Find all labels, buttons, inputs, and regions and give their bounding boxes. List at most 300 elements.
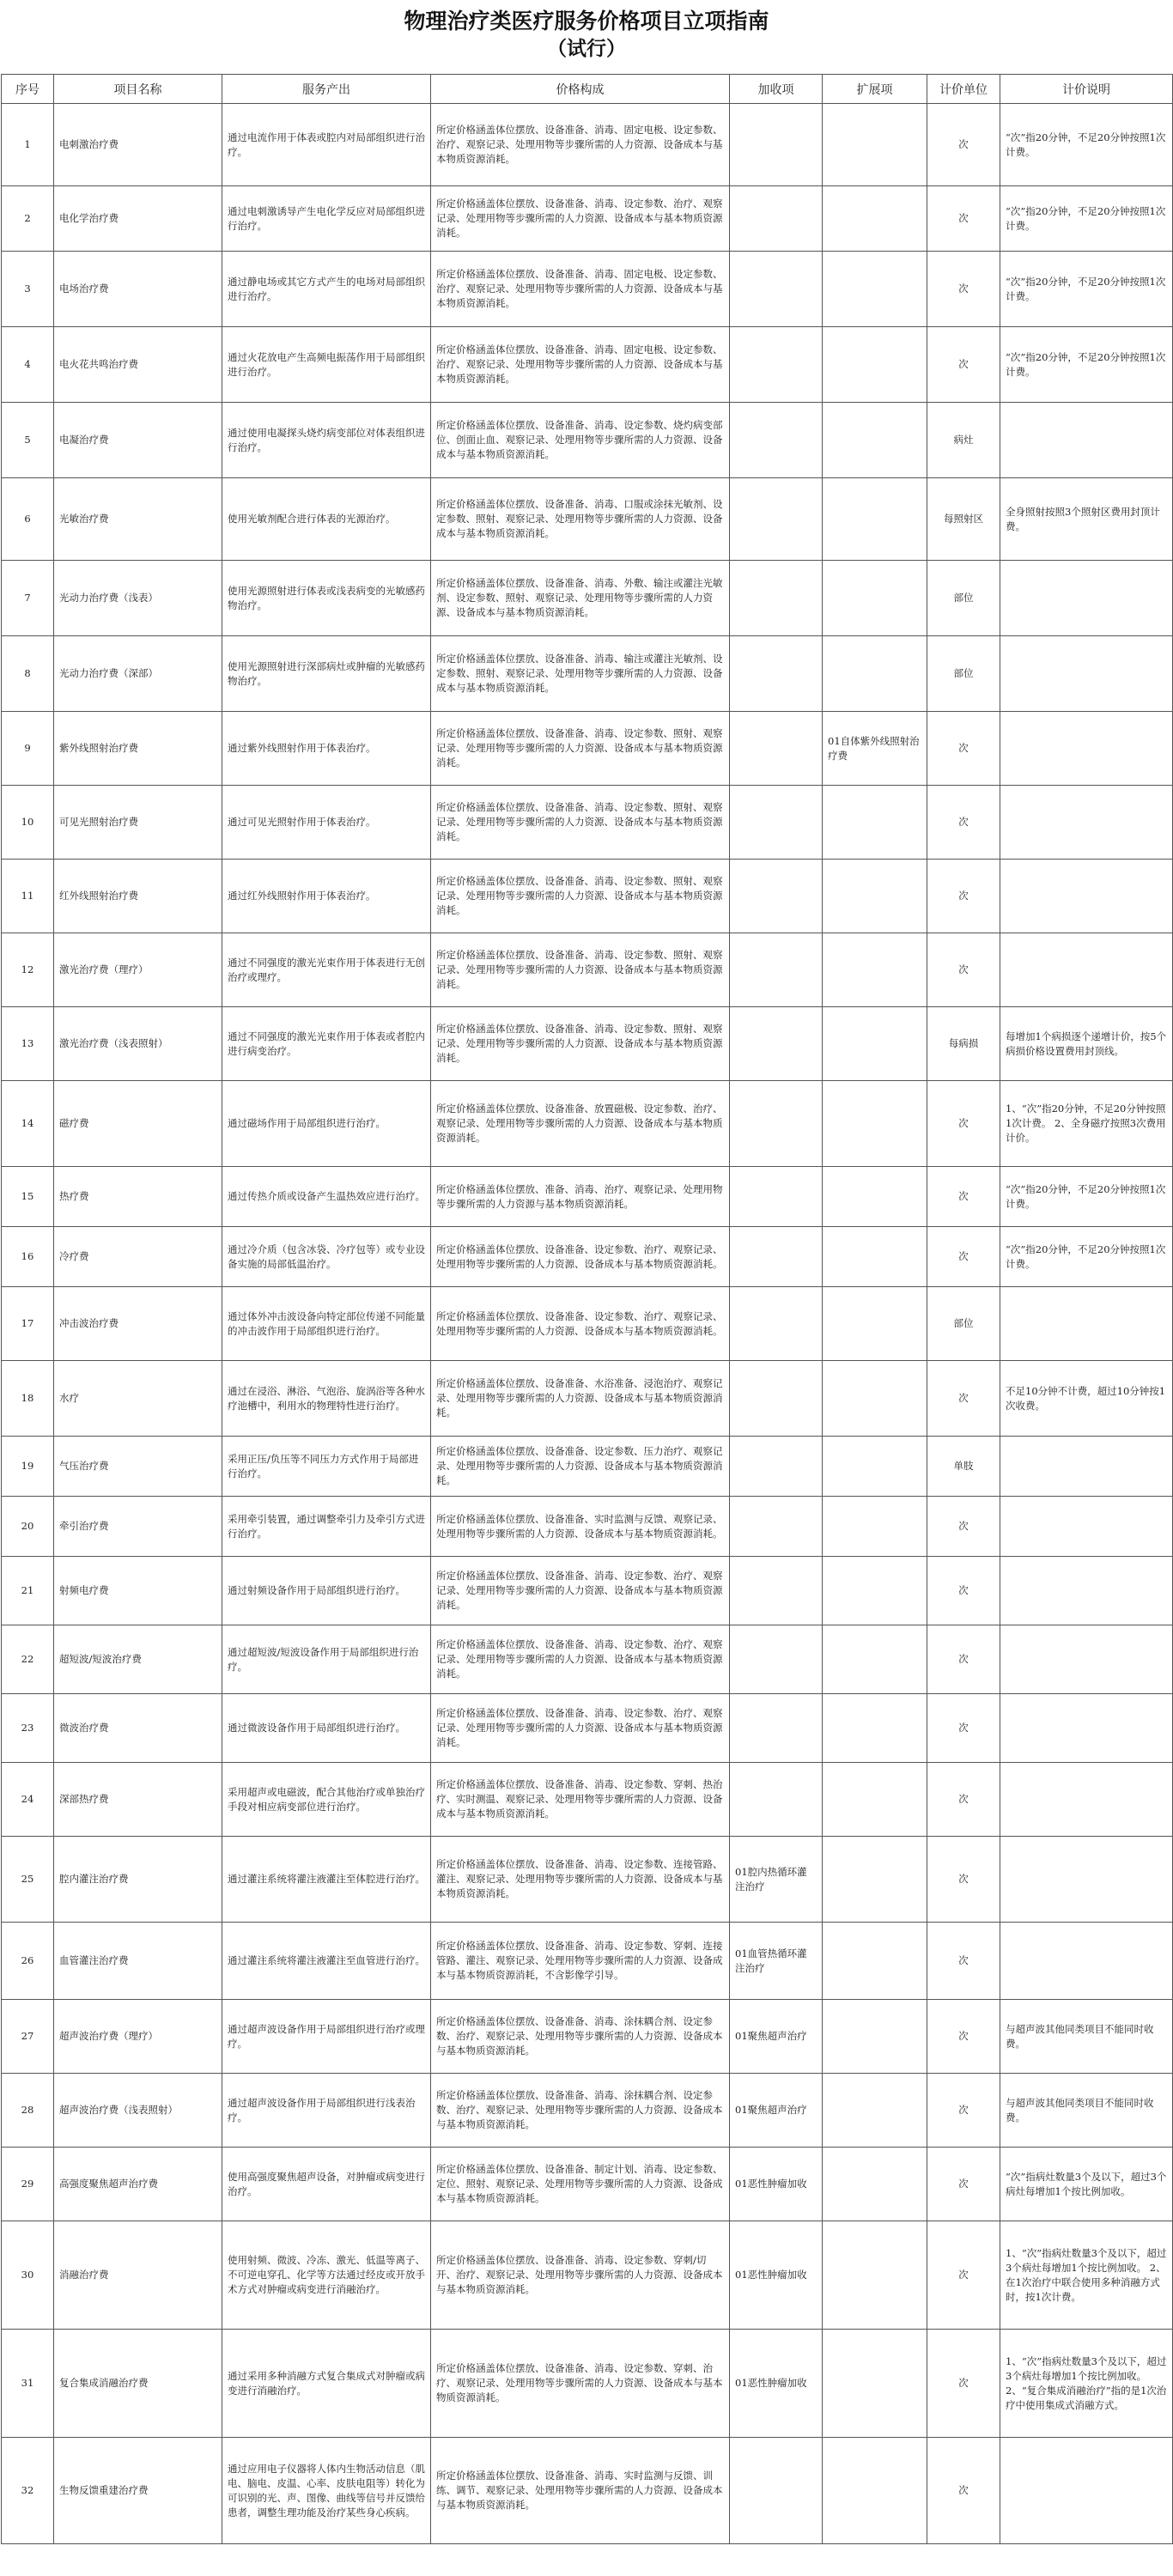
cell-pricing-note: “次”指20分钟，不足20分钟按照1次计费。: [1000, 327, 1173, 403]
cell-unit: 次: [927, 1557, 1000, 1625]
cell-pricing-note: [1000, 561, 1173, 636]
cell-price-composition: 所定价格涵盖体位摆放、设备准备、消毒、设定参数、照射、观察记录、处理用物等步骤所需的人力资源、设备成本与基本物质资源消耗。: [431, 933, 730, 1007]
cell-service-output: 通过可见光照射作用于体表治疗。: [222, 786, 431, 860]
table-row: [2, 104, 1173, 186]
cell-surcharge: [730, 186, 823, 252]
cell-item-name: 激光治疗费（浅表照射）: [54, 1007, 222, 1081]
cell-no: 1: [2, 104, 54, 186]
cell-item-name: 冷疗费: [54, 1227, 222, 1287]
table-row: [2, 1437, 1173, 1497]
table-row: [2, 1287, 1173, 1361]
cell-pricing-note: 全身照射按照3个照射区费用封顶计费。: [1000, 478, 1173, 561]
cell-no: 13: [2, 1007, 54, 1081]
cell-item-name: 超声波治疗费（理疗）: [54, 2000, 222, 2074]
column-header: 计价说明: [1000, 75, 1173, 104]
cell-no: 18: [2, 1361, 54, 1437]
cell-item-name: 光动力治疗费（深部）: [54, 636, 222, 712]
price-items-table: [1, 74, 1173, 2544]
cell-surcharge: [730, 104, 823, 186]
cell-service-output: 通过超声波设备作用于局部组织进行浅表治疗。: [222, 2074, 431, 2148]
cell-item-name: 深部热疗费: [54, 1763, 222, 1837]
table-row: [2, 2148, 1173, 2221]
cell-surcharge: [730, 860, 823, 933]
cell-item-name: 超短波/短波治疗费: [54, 1625, 222, 1694]
table-row: [2, 1694, 1173, 1763]
cell-extension: [823, 2000, 927, 2074]
cell-item-name: 微波治疗费: [54, 1694, 222, 1763]
cell-item-name: 可见光照射治疗费: [54, 786, 222, 860]
cell-service-output: 通过射频设备作用于局部组织进行治疗。: [222, 1557, 431, 1625]
cell-service-output: 通过传热介质或设备产生温热效应进行治疗。: [222, 1167, 431, 1227]
cell-service-output: 通过磁场作用于局部组织进行治疗。: [222, 1081, 431, 1167]
cell-extension: [823, 2330, 927, 2438]
table-row: [2, 1007, 1173, 1081]
cell-price-composition: 所定价格涵盖体位摆放、设备准备、放置磁极、设定参数、治疗、观察记录、处理用物等步骤所需的人力资源、设备成本与基本物质资源消耗。: [431, 1081, 730, 1167]
cell-item-name: 光动力治疗费（浅表）: [54, 561, 222, 636]
cell-no: 2: [2, 186, 54, 252]
cell-service-output: 通过微波设备作用于局部组织进行治疗。: [222, 1694, 431, 1763]
cell-price-composition: 所定价格涵盖体位摆放、设备准备、消毒、设定参数、照射、观察记录、处理用物等步骤所需的人力资源、设备成本与基本物质资源消耗。: [431, 1007, 730, 1081]
cell-price-composition: 所定价格涵盖体位摆放、准备、消毒、治疗、观察记录、处理用物等步骤所需的人力资源与基本物质资源消耗。: [431, 1167, 730, 1227]
cell-price-composition: 所定价格涵盖体位摆放、设备准备、消毒、设定参数、治疗、观察记录、处理用物等步骤所需的人力资源、设备成本与基本物质资源消耗。: [431, 1625, 730, 1694]
cell-unit: 每照射区: [927, 478, 1000, 561]
cell-no: 7: [2, 561, 54, 636]
cell-item-name: 射频电疗费: [54, 1557, 222, 1625]
cell-price-composition: 所定价格涵盖体位摆放、设备准备、消毒、设定参数、照射、观察记录、处理用物等步骤所需的人力资源、设备成本与基本物质资源消耗。: [431, 712, 730, 786]
cell-pricing-note: 1、“次”指病灶数量3个及以下，超过3个病灶每增加1个按比例加收。 2、“复合集成消融治疗”指的是1次治疗中使用集成式消融方式。: [1000, 2330, 1173, 2438]
cell-pricing-note: [1000, 636, 1173, 712]
cell-pricing-note: [1000, 933, 1173, 1007]
table-row: [2, 327, 1173, 403]
cell-item-name: 高强度聚焦超声治疗费: [54, 2148, 222, 2221]
cell-extension: [823, 1557, 927, 1625]
cell-extension: [823, 2221, 927, 2330]
cell-extension: [823, 403, 927, 478]
table-row: [2, 1625, 1173, 1694]
cell-surcharge: [730, 2438, 823, 2544]
cell-unit: 次: [927, 2221, 1000, 2330]
table-row: [2, 933, 1173, 1007]
cell-unit: 次: [927, 2148, 1000, 2221]
cell-item-name: 红外线照射治疗费: [54, 860, 222, 933]
cell-unit: 次: [927, 786, 1000, 860]
cell-extension: [823, 327, 927, 403]
cell-extension: [823, 860, 927, 933]
cell-service-output: 通过静电场或其它方式产生的电场对局部组织进行治疗。: [222, 252, 431, 327]
cell-unit: 次: [927, 2000, 1000, 2074]
cell-pricing-note: [1000, 1837, 1173, 1923]
cell-pricing-note: 1、“次”指20分钟，不足20分钟按照1次计费。 2、全身磁疗按照3次费用计价。: [1000, 1081, 1173, 1167]
table-header-row: [2, 75, 1173, 104]
cell-surcharge: [730, 1497, 823, 1557]
cell-price-composition: 所定价格涵盖体位摆放、设备准备、消毒、固定电极、设定参数、治疗、观察记录、处理用物等步骤所需的人力资源、设备成本与基本物质资源消耗。: [431, 104, 730, 186]
cell-no: 30: [2, 2221, 54, 2330]
cell-extension: [823, 2438, 927, 2544]
cell-service-output: 通过不同强度的激光光束作用于体表进行无创治疗或理疗。: [222, 933, 431, 1007]
cell-price-composition: 所定价格涵盖体位摆放、设备准备、消毒、设定参数、穿刺、治疗、观察记录、处理用物等步骤所需的人力资源、设备成本与基本物质资源消耗。: [431, 2330, 730, 2438]
cell-surcharge: [730, 1287, 823, 1361]
cell-pricing-note: [1000, 1437, 1173, 1497]
cell-extension: [823, 1227, 927, 1287]
cell-price-composition: 所定价格涵盖体位摆放、设备准备、消毒、设定参数、连接管路、灌注、观察记录、处理用物等步骤所需的人力资源、设备成本与基本物质资源消耗。: [431, 1837, 730, 1923]
cell-item-name: 激光治疗费（理疗）: [54, 933, 222, 1007]
cell-item-name: 紫外线照射治疗费: [54, 712, 222, 786]
cell-price-composition: 所定价格涵盖体位摆放、设备准备、消毒、口服或涂抹光敏剂、设定参数、照射、观察记录、处理用物等步骤所需的人力资源、设备成本与基本物质资源消耗。: [431, 478, 730, 561]
cell-surcharge: 01血管热循环灌注治疗: [730, 1923, 823, 2000]
table-row: [2, 561, 1173, 636]
table-row: [2, 1923, 1173, 2000]
cell-extension: 01自体紫外线照射治疗费: [823, 712, 927, 786]
cell-extension: [823, 786, 927, 860]
cell-extension: [823, 252, 927, 327]
cell-service-output: 使用高强度聚焦超声设备，对肿瘤或病变进行治疗。: [222, 2148, 431, 2221]
cell-service-output: 通过火花放电产生高频电振荡作用于局部组织进行治疗。: [222, 327, 431, 403]
table-row: [2, 1361, 1173, 1437]
cell-service-output: 采用正压/负压等不同压力方式作用于局部进行治疗。: [222, 1437, 431, 1497]
cell-pricing-note: 不足10分钟不计费，超过10分钟按1次收费。: [1000, 1361, 1173, 1437]
cell-service-output: 通过体外冲击波设备向特定部位传递不同能量的冲击波作用于局部组织进行治疗。: [222, 1287, 431, 1361]
table-row: [2, 860, 1173, 933]
cell-extension: [823, 2074, 927, 2148]
cell-extension: [823, 1167, 927, 1227]
cell-unit: 次: [927, 2074, 1000, 2148]
cell-surcharge: [730, 1007, 823, 1081]
cell-extension: [823, 1625, 927, 1694]
cell-pricing-note: 与超声波其他同类项目不能同时收费。: [1000, 2000, 1173, 2074]
cell-service-output: 使用光源照射进行体表或浅表病变的光敏感药物治疗。: [222, 561, 431, 636]
cell-price-composition: 所定价格涵盖体位摆放、设备准备、水浴准备、浸泡治疗、观察记录、处理用物等步骤所需的人力资源、设备成本与基本物质资源消耗。: [431, 1361, 730, 1437]
cell-service-output: 通过超声波设备作用于局部组织进行治疗或理疗。: [222, 2000, 431, 2074]
table-row: [2, 1557, 1173, 1625]
cell-no: 26: [2, 1923, 54, 2000]
table-row: [2, 2074, 1173, 2148]
cell-service-output: 通过灌注系统将灌注液灌注至血管进行治疗。: [222, 1923, 431, 2000]
cell-surcharge: 01恶性肿瘤加收: [730, 2148, 823, 2221]
cell-service-output: 通过灌注系统将灌注液灌注至体腔进行治疗。: [222, 1837, 431, 1923]
cell-unit: 病灶: [927, 403, 1000, 478]
column-header: 序号: [2, 75, 54, 104]
cell-pricing-note: “次”指20分钟，不足20分钟按照1次计费。: [1000, 252, 1173, 327]
cell-price-composition: 所定价格涵盖体位摆放、设备准备、消毒、涂抹耦合剂、设定参数、治疗、观察记录、处理用物等步骤所需的人力资源、设备成本与基本物质资源消耗。: [431, 2000, 730, 2074]
cell-pricing-note: 每增加1个病损逐个递增计价，按5个病损价格设置费用封顶线。: [1000, 1007, 1173, 1081]
table-row: [2, 403, 1173, 478]
cell-pricing-note: [1000, 1763, 1173, 1837]
cell-price-composition: 所定价格涵盖体位摆放、设备准备、消毒、设定参数、治疗、观察记录、处理用物等步骤所需的人力资源、设备成本与基本物质资源消耗。: [431, 1694, 730, 1763]
cell-pricing-note: [1000, 1497, 1173, 1557]
cell-extension: [823, 561, 927, 636]
cell-price-composition: 所定价格涵盖体位摆放、设备准备、消毒、固定电极、设定参数、治疗、观察记录、处理用物等步骤所需的人力资源、设备成本与基本物质资源消耗。: [431, 252, 730, 327]
cell-price-composition: 所定价格涵盖体位摆放、设备准备、消毒、设定参数、穿刺、热治疗、实时测温、观察记录、处理用物等步骤所需的人力资源、设备成本与基本物质资源消耗。: [431, 1763, 730, 1837]
cell-service-output: 通过冷介质（包含冰袋、冷疗包等）或专业设备实施的局部低温治疗。: [222, 1227, 431, 1287]
cell-price-composition: 所定价格涵盖体位摆放、设备准备、消毒、设定参数、照射、观察记录、处理用物等步骤所需的人力资源、设备成本与基本物质资源消耗。: [431, 786, 730, 860]
cell-pricing-note: [1000, 1287, 1173, 1361]
cell-unit: 部位: [927, 561, 1000, 636]
cell-no: 17: [2, 1287, 54, 1361]
cell-service-output: 通过不同强度的激光光束作用于体表或者腔内进行病变治疗。: [222, 1007, 431, 1081]
document-subtitle: （试行）: [547, 38, 626, 60]
table-row: [2, 1227, 1173, 1287]
cell-surcharge: [730, 1361, 823, 1437]
cell-pricing-note: [1000, 1694, 1173, 1763]
cell-surcharge: 01恶性肿瘤加收: [730, 2221, 823, 2330]
cell-service-output: 通过紫外线照射作用于体表治疗。: [222, 712, 431, 786]
cell-unit: 次: [927, 1694, 1000, 1763]
cell-surcharge: [730, 1763, 823, 1837]
cell-extension: [823, 1694, 927, 1763]
cell-price-composition: 所定价格涵盖体位摆放、设备准备、消毒、设定参数、穿刺/切开、治疗、观察记录、处理用物等步骤所需的人力资源、设备成本与基本物质资源消耗。: [431, 2221, 730, 2330]
cell-price-composition: 所定价格涵盖体位摆放、设备准备、设定参数、压力治疗、观察记录、处理用物等步骤所需的人力资源、设备成本与基本物质资源消耗。: [431, 1437, 730, 1497]
cell-no: 6: [2, 478, 54, 561]
cell-no: 10: [2, 786, 54, 860]
cell-service-output: 通过超短波/短波设备作用于局部组织进行治疗。: [222, 1625, 431, 1694]
cell-item-name: 超声波治疗费（浅表照射）: [54, 2074, 222, 2148]
cell-extension: [823, 104, 927, 186]
cell-no: 3: [2, 252, 54, 327]
cell-unit: 次: [927, 2438, 1000, 2544]
cell-surcharge: [730, 1227, 823, 1287]
cell-no: 16: [2, 1227, 54, 1287]
cell-service-output: 通过电流作用于体表或腔内对局部组织进行治疗。: [222, 104, 431, 186]
cell-pricing-note: [1000, 712, 1173, 786]
document-title: 物理治疗类医疗服务价格项目立项指南: [404, 9, 769, 33]
cell-service-output: 通过在浸浴、淋浴、气泡浴、旋涡浴等各种水疗池槽中，利用水的物理特性进行治疗。: [222, 1361, 431, 1437]
cell-unit: 次: [927, 1167, 1000, 1227]
column-header: 服务产出: [222, 75, 431, 104]
cell-item-name: 电化学治疗费: [54, 186, 222, 252]
cell-no: 19: [2, 1437, 54, 1497]
cell-price-composition: 所定价格涵盖体位摆放、设备准备、消毒、外敷、输注或灌注光敏剂、设定参数、照射、观察记录、处理用物等步骤所需的人力资源、设备成本与基本物质资源消耗。: [431, 561, 730, 636]
cell-no: 24: [2, 1763, 54, 1837]
cell-no: 12: [2, 933, 54, 1007]
cell-surcharge: [730, 403, 823, 478]
cell-surcharge: [730, 786, 823, 860]
cell-pricing-note: “次”指20分钟，不足20分钟按照1次计费。: [1000, 1167, 1173, 1227]
cell-price-composition: 所定价格涵盖体位摆放、设备准备、消毒、涂抹耦合剂、设定参数、治疗、观察记录、处理用物等步骤所需的人力资源、设备成本与基本物质资源消耗。: [431, 2074, 730, 2148]
cell-surcharge: [730, 1625, 823, 1694]
cell-pricing-note: [1000, 860, 1173, 933]
cell-item-name: 冲击波治疗费: [54, 1287, 222, 1361]
cell-item-name: 气压治疗费: [54, 1437, 222, 1497]
cell-item-name: 血管灌注治疗费: [54, 1923, 222, 2000]
cell-surcharge: [730, 561, 823, 636]
column-header: 加收项: [730, 75, 823, 104]
cell-unit: 部位: [927, 636, 1000, 712]
cell-unit: 次: [927, 860, 1000, 933]
cell-surcharge: [730, 252, 823, 327]
cell-no: 31: [2, 2330, 54, 2438]
cell-item-name: 腔内灌注治疗费: [54, 1837, 222, 1923]
table-row: [2, 2221, 1173, 2330]
cell-extension: [823, 1007, 927, 1081]
cell-item-name: 电火花共鸣治疗费: [54, 327, 222, 403]
cell-no: 8: [2, 636, 54, 712]
cell-pricing-note: “次”指20分钟，不足20分钟按照1次计费。: [1000, 186, 1173, 252]
cell-service-output: 通过采用多种消融方式复合集成式对肿瘤或病变进行消融治疗。: [222, 2330, 431, 2438]
table-row: [2, 1081, 1173, 1167]
cell-extension: [823, 1497, 927, 1557]
cell-no: 27: [2, 2000, 54, 2074]
cell-extension: [823, 2148, 927, 2221]
cell-unit: 次: [927, 1361, 1000, 1437]
cell-item-name: 消融治疗费: [54, 2221, 222, 2330]
table-row: [2, 786, 1173, 860]
cell-surcharge: [730, 1557, 823, 1625]
cell-unit: 次: [927, 1227, 1000, 1287]
table-row: [2, 252, 1173, 327]
cell-no: 9: [2, 712, 54, 786]
cell-unit: 次: [927, 186, 1000, 252]
cell-pricing-note: “次”指20分钟，不足20分钟按照1次计费。: [1000, 104, 1173, 186]
cell-no: 32: [2, 2438, 54, 2544]
cell-surcharge: 01腔内热循环灌注治疗: [730, 1837, 823, 1923]
cell-no: 25: [2, 1837, 54, 1923]
cell-unit: 次: [927, 1763, 1000, 1837]
cell-no: 29: [2, 2148, 54, 2221]
cell-no: 11: [2, 860, 54, 933]
column-header: 项目名称: [54, 75, 222, 104]
cell-surcharge: [730, 478, 823, 561]
cell-surcharge: [730, 1081, 823, 1167]
cell-unit: 次: [927, 327, 1000, 403]
cell-extension: [823, 186, 927, 252]
cell-price-composition: 所定价格涵盖体位摆放、设备准备、设定参数、治疗、观察记录、处理用物等步骤所需的人力资源、设备成本与基本物质资源消耗。: [431, 1287, 730, 1361]
table-row: [2, 1497, 1173, 1557]
table-row: [2, 1763, 1173, 1837]
cell-price-composition: 所定价格涵盖体位摆放、设备准备、消毒、设定参数、照射、观察记录、处理用物等步骤所需的人力资源、设备成本与基本物质资源消耗。: [431, 860, 730, 933]
table-row: [2, 1837, 1173, 1923]
table-row: [2, 712, 1173, 786]
table-row: [2, 1167, 1173, 1227]
column-header: 扩展项: [823, 75, 927, 104]
cell-pricing-note: “次”指病灶数量3个及以下，超过3个病灶每增加1个按比例加收。: [1000, 2148, 1173, 2221]
cell-service-output: 通过电刺激诱导产生电化学反应对局部组织进行治疗。: [222, 186, 431, 252]
cell-unit: 单肢: [927, 1437, 1000, 1497]
cell-extension: [823, 478, 927, 561]
table-row: [2, 2330, 1173, 2438]
cell-unit: 次: [927, 104, 1000, 186]
cell-unit: 次: [927, 1625, 1000, 1694]
cell-extension: [823, 1763, 927, 1837]
cell-service-output: 使用射频、微波、冷冻、激光、低温等离子、不可逆电穿孔、化学等方法通过经皮或开放手术方式对肿瘤或病变进行消融治疗。: [222, 2221, 431, 2330]
cell-price-composition: 所定价格涵盖体位摆放、设备准备、消毒、实时监测与反馈、训练、调节、观察记录、处理用物等步骤所需的人力资源、设备成本与基本物质资源消耗。: [431, 2438, 730, 2544]
cell-service-output: 使用光敏剂配合进行体表的光源治疗。: [222, 478, 431, 561]
cell-pricing-note: [1000, 786, 1173, 860]
cell-service-output: 通过红外线照射作用于体表治疗。: [222, 860, 431, 933]
table-row: [2, 636, 1173, 712]
column-header: 计价单位: [927, 75, 1000, 104]
cell-extension: [823, 636, 927, 712]
cell-item-name: 水疗: [54, 1361, 222, 1437]
cell-price-composition: 所定价格涵盖体位摆放、设备准备、消毒、输注或灌注光敏剂、设定参数、照射、观察记录、处理用物等步骤所需的人力资源、设备成本与基本物质资源消耗。: [431, 636, 730, 712]
cell-surcharge: [730, 327, 823, 403]
cell-extension: [823, 1923, 927, 2000]
cell-price-composition: 所定价格涵盖体位摆放、设备准备、实时监测与反馈、观察记录、处理用物等步骤所需的人力资源、设备成本与基本物质资源消耗。: [431, 1497, 730, 1557]
cell-price-composition: 所定价格涵盖体位摆放、设备准备、制定计划、消毒、设定参数、定位、照射、观察记录、处理用物等步骤所需的人力资源、设备成本与基本物质资源消耗。: [431, 2148, 730, 2221]
cell-item-name: 生物反馈重建治疗费: [54, 2438, 222, 2544]
cell-item-name: 电凝治疗费: [54, 403, 222, 478]
cell-unit: 次: [927, 1923, 1000, 2000]
cell-service-output: 通过应用电子仪器将人体内生物活动信息（肌电、脑电、皮温、心率、皮肤电阻等）转化为可识别的光、声、图像、曲线等信号并反馈给患者，调整生理功能及治疗某些身心疾病。: [222, 2438, 431, 2544]
table-row: [2, 186, 1173, 252]
cell-surcharge: [730, 636, 823, 712]
cell-surcharge: [730, 1694, 823, 1763]
cell-pricing-note: [1000, 2438, 1173, 2544]
cell-item-name: 磁疗费: [54, 1081, 222, 1167]
cell-surcharge: [730, 933, 823, 1007]
cell-extension: [823, 1081, 927, 1167]
cell-extension: [823, 1837, 927, 1923]
cell-item-name: 热疗费: [54, 1167, 222, 1227]
cell-no: 15: [2, 1167, 54, 1227]
table-row: [2, 478, 1173, 561]
cell-service-output: 通过使用电凝探头烧灼病变部位对体表组织进行治疗。: [222, 403, 431, 478]
cell-pricing-note: 1、“次”指病灶数量3个及以下，超过3个病灶每增加1个按比例加收。 2、在1次治疗中联合使用多种消融方式时，按1次计费。: [1000, 2221, 1173, 2330]
cell-price-composition: 所定价格涵盖体位摆放、设备准备、消毒、设定参数、治疗、观察记录、处理用物等步骤所需的人力资源、设备成本与基本物质资源消耗。: [431, 186, 730, 252]
cell-extension: [823, 933, 927, 1007]
cell-price-composition: 所定价格涵盖体位摆放、设备准备、消毒、设定参数、治疗、观察记录、处理用物等步骤所需的人力资源、设备成本与基本物质资源消耗。: [431, 1557, 730, 1625]
cell-unit: 次: [927, 933, 1000, 1007]
cell-extension: [823, 1437, 927, 1497]
cell-surcharge: 01聚焦超声治疗: [730, 2000, 823, 2074]
cell-unit: 次: [927, 2330, 1000, 2438]
cell-price-composition: 所定价格涵盖体位摆放、设备准备、消毒、设定参数、穿刺、连接管路、灌注、观察记录、处理用物等步骤所需的人力资源、设备成本与基本物质资源消耗，不含影像学引导。: [431, 1923, 730, 2000]
cell-service-output: 采用超声或电磁波，配合其他治疗或单独治疗手段对相应病变部位进行治疗。: [222, 1763, 431, 1837]
cell-no: 20: [2, 1497, 54, 1557]
cell-item-name: 电场治疗费: [54, 252, 222, 327]
cell-extension: [823, 1287, 927, 1361]
cell-unit: 每病损: [927, 1007, 1000, 1081]
cell-pricing-note: “次”指20分钟，不足20分钟按照1次计费。: [1000, 1227, 1173, 1287]
cell-item-name: 牵引治疗费: [54, 1497, 222, 1557]
cell-unit: 次: [927, 252, 1000, 327]
cell-no: 23: [2, 1694, 54, 1763]
table-row: [2, 2438, 1173, 2544]
cell-price-composition: 所定价格涵盖体位摆放、设备准备、消毒、固定电极、设定参数、治疗、观察记录、处理用物等步骤所需的人力资源、设备成本与基本物质资源消耗。: [431, 327, 730, 403]
cell-pricing-note: 与超声波其他同类项目不能同时收费。: [1000, 2074, 1173, 2148]
cell-pricing-note: [1000, 1923, 1173, 2000]
cell-surcharge: 01恶性肿瘤加收: [730, 2330, 823, 2438]
cell-unit: 次: [927, 1497, 1000, 1557]
cell-service-output: 使用光源照射进行深部病灶或肿瘤的光敏感药物治疗。: [222, 636, 431, 712]
cell-no: 21: [2, 1557, 54, 1625]
cell-item-name: 光敏治疗费: [54, 478, 222, 561]
cell-extension: [823, 1361, 927, 1437]
cell-item-name: 电刺激治疗费: [54, 104, 222, 186]
cell-price-composition: 所定价格涵盖体位摆放、设备准备、设定参数、治疗、观察记录、处理用物等步骤所需的人力资源、设备成本与基本物质资源消耗。: [431, 1227, 730, 1287]
cell-no: 28: [2, 2074, 54, 2148]
cell-price-composition: 所定价格涵盖体位摆放、设备准备、消毒、设定参数、烧灼病变部位、创面止血、观察记录、处理用物等步骤所需的人力资源、设备成本与基本物质资源消耗。: [431, 403, 730, 478]
cell-no: 4: [2, 327, 54, 403]
cell-pricing-note: [1000, 1557, 1173, 1625]
column-header: 价格构成: [431, 75, 730, 104]
table-row: [2, 2000, 1173, 2074]
cell-unit: 次: [927, 1081, 1000, 1167]
cell-surcharge: [730, 1167, 823, 1227]
cell-no: 22: [2, 1625, 54, 1694]
cell-no: 5: [2, 403, 54, 478]
cell-surcharge: [730, 1437, 823, 1497]
cell-surcharge: [730, 712, 823, 786]
cell-unit: 次: [927, 1837, 1000, 1923]
cell-pricing-note: [1000, 403, 1173, 478]
cell-unit: 部位: [927, 1287, 1000, 1361]
cell-pricing-note: [1000, 1625, 1173, 1694]
cell-no: 14: [2, 1081, 54, 1167]
cell-service-output: 采用牵引装置，通过调整牵引力及牵引方式进行治疗。: [222, 1497, 431, 1557]
cell-unit: 次: [927, 712, 1000, 786]
cell-surcharge: 01聚焦超声治疗: [730, 2074, 823, 2148]
cell-item-name: 复合集成消融治疗费: [54, 2330, 222, 2438]
